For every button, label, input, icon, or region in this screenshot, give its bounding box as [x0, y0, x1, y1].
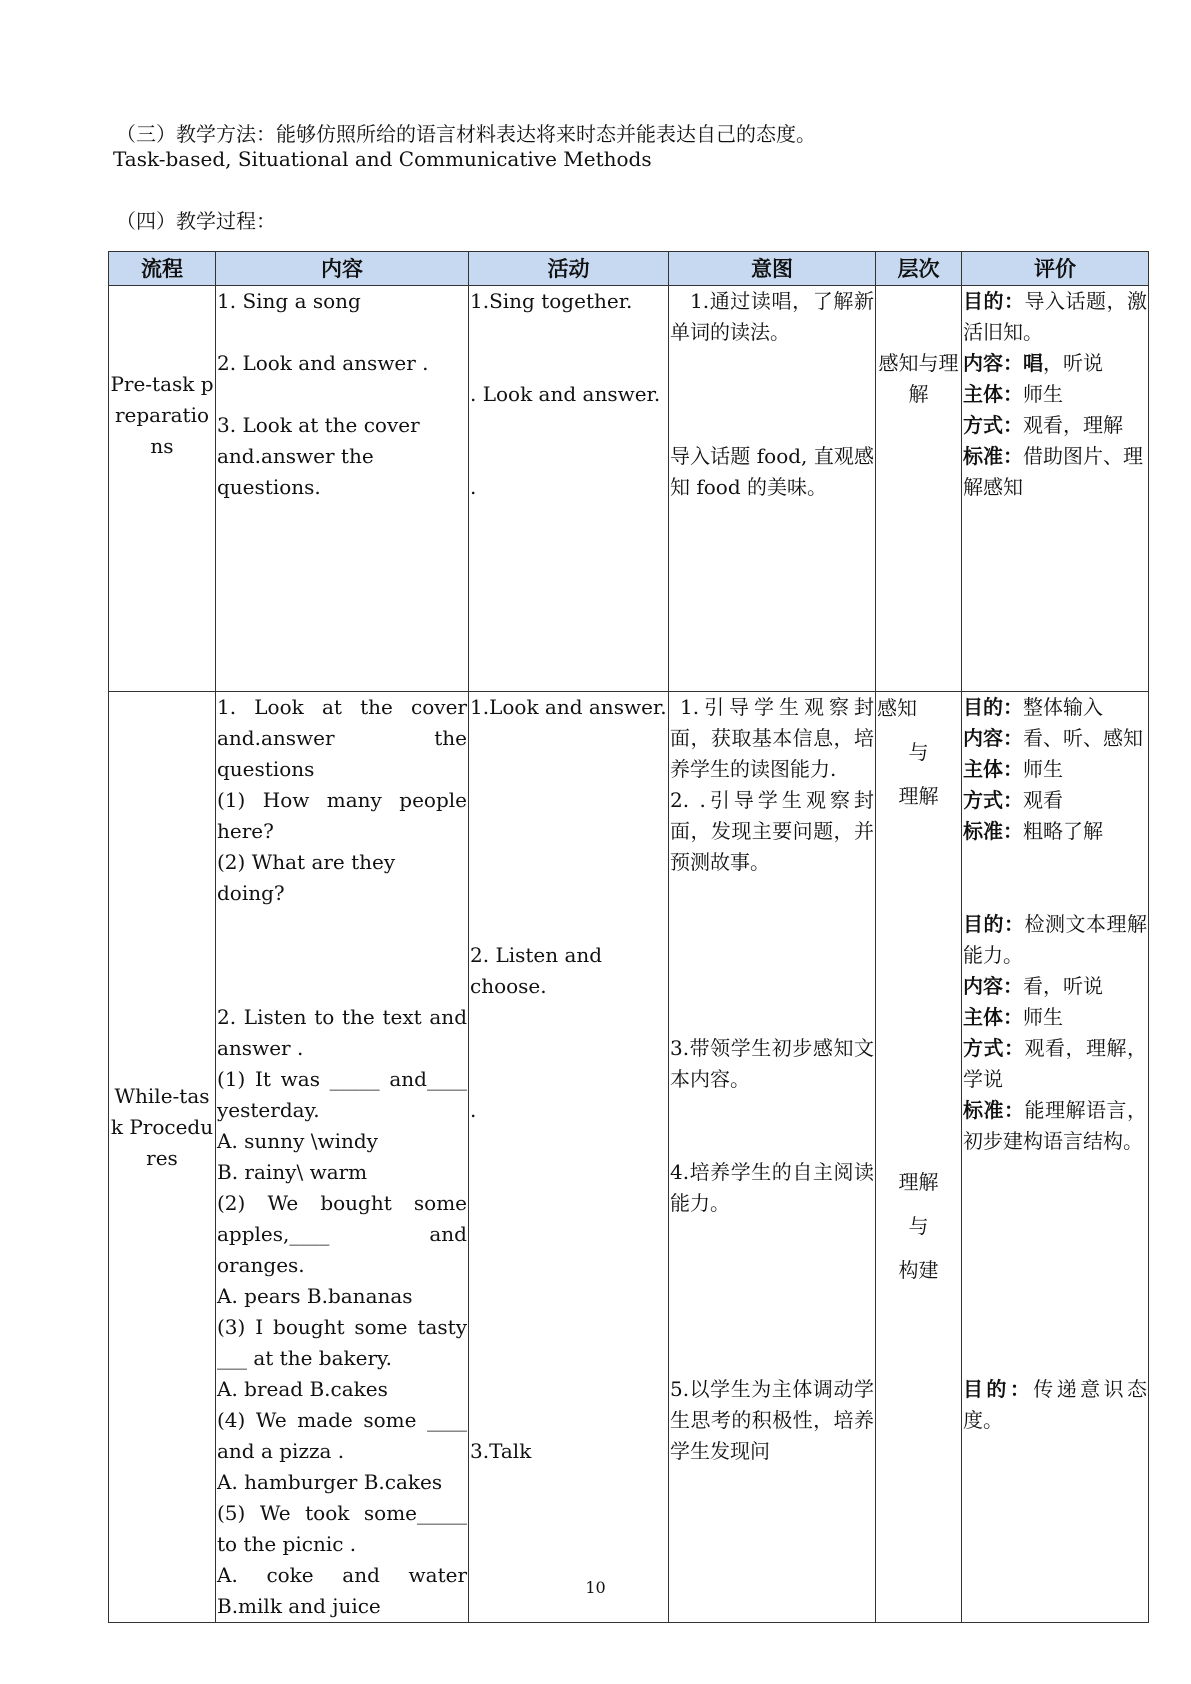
level-label: 与 — [908, 1214, 929, 1238]
table-row — [109, 692, 1149, 1623]
evaluation-item: 主体：师生 — [963, 382, 1063, 406]
intent-item: 1.引导学生观察封面，获取基本信息，培养学生的读图能力. — [670, 695, 874, 781]
level-label: 感知 — [877, 696, 917, 720]
level-cell — [876, 286, 962, 692]
evaluation-item: 目的：传递意识态度。 — [963, 1377, 1148, 1432]
evaluation-item: 目的：整体输入 — [963, 695, 1103, 719]
teaching-process-table — [108, 251, 1149, 1623]
level-label: 感知与理解 — [878, 351, 959, 406]
intent-item: 3.带领学生初步感知文本内容。 — [670, 1036, 874, 1091]
content-item: (1) It was _____ and____ yesterday. — [217, 1067, 467, 1122]
evaluation-item: 内容：看、听、感知 — [963, 726, 1143, 750]
content-item: (1) How many people here? — [217, 788, 467, 843]
content-item: 1. Look at the cover and.answer the questions — [217, 695, 467, 781]
activity-item: 3.Talk — [470, 1439, 532, 1463]
content-cell — [216, 286, 469, 692]
content-item: A. hamburger B.cakes — [217, 1470, 443, 1494]
level-label: 与 — [908, 740, 929, 764]
content-item: A. coke and water B.milk and juice — [217, 1563, 467, 1618]
header-evaluation: 评价 — [962, 252, 1149, 286]
level-label: 理解 — [898, 784, 939, 808]
evaluation-item: 主体：师生 — [963, 1005, 1063, 1029]
evaluation-item: 方式：观看，理解，学说 — [963, 1036, 1147, 1091]
level-label: 理解 — [898, 1170, 939, 1194]
activity-item: 1.Sing together. — [470, 289, 633, 313]
section-heading-methods: （三）教学方法：能够仿照所给的语言材料表达将来时态并能表达自己的态度。 — [116, 122, 816, 146]
content-item: (2) What are they doing? — [217, 850, 396, 905]
content-item: (5) We took some_____ to the picnic . — [217, 1501, 467, 1556]
flow-cell — [109, 692, 216, 1623]
evaluation-cell — [962, 692, 1149, 1623]
activity-cell — [469, 692, 669, 1623]
content-item: (3) I bought some tasty ___ at the bakery. — [217, 1315, 467, 1370]
table-header-row — [109, 252, 1149, 286]
evaluation-item: 方式：观看 — [963, 788, 1063, 812]
content-item: (4) We made some ____ and a pizza . — [217, 1408, 467, 1463]
evaluation-item: 标准：粗略了解 — [963, 819, 1103, 843]
header-flow: 流程 — [109, 252, 216, 286]
activity-item: . Look and answer. — [470, 382, 661, 406]
flow-label: Pre-task preparations — [110, 371, 214, 458]
intent-item: 4.培养学生的自主阅读能力。 — [670, 1160, 874, 1215]
flow-label: While-task Procedures — [110, 1083, 214, 1170]
flow-cell — [109, 286, 216, 692]
level-cell — [876, 692, 962, 1623]
intent-item: 导入话题 food, 直观感知 food 的美味。 — [670, 444, 874, 499]
intent-item: 2. .引导学生观察封面，发现主要问题，并预测故事。 — [670, 788, 874, 874]
evaluation-item: 目的：检测文本理解能力。 — [963, 912, 1147, 967]
intent-cell — [669, 286, 876, 692]
header-activity: 活动 — [469, 252, 669, 286]
evaluation-item: 标准：借助图片、理解感知 — [963, 444, 1143, 499]
evaluation-item: 目的：导入话题，激活旧知。 — [963, 289, 1147, 344]
activity-item: 1.Look and answer. — [470, 695, 667, 719]
intent-item: 1.通过读唱，了解新单词的读法。 — [670, 289, 874, 344]
header-content: 内容 — [216, 252, 469, 286]
content-item: 2. Listen to the text and answer . — [217, 1005, 467, 1060]
content-item: 3. Look at the cover and.answer the questions. — [217, 413, 420, 499]
evaluation-cell — [962, 286, 1149, 692]
content-item: 2. Look and answer . — [217, 351, 429, 375]
evaluation-item: 标准：能理解语言，初步建构语言结构。 — [963, 1098, 1147, 1153]
evaluation-item: 方式：观看，理解 — [963, 413, 1123, 437]
header-intent: 意图 — [669, 252, 876, 286]
header-level: 层次 — [876, 252, 962, 286]
evaluation-item: 主体：师生 — [963, 757, 1063, 781]
activity-item: . — [470, 1098, 477, 1122]
content-item: B. rainy\ warm — [217, 1160, 368, 1184]
intent-cell — [669, 692, 876, 1623]
content-item: (2) We bought some apples,____ and oranges. — [217, 1191, 467, 1277]
activity-cell — [469, 286, 669, 692]
evaluation-item: 内容：看，听说 — [963, 974, 1103, 998]
activity-item: . — [470, 475, 477, 499]
evaluation-item: 内容：唱，听说 — [963, 351, 1103, 375]
content-item: A. bread B.cakes — [217, 1377, 388, 1401]
section-heading-process: （四）教学过程： — [116, 209, 276, 233]
page-number: 10 — [585, 1578, 606, 1597]
intent-item: 5.以学生为主体调动学生思考的积极性，培养学生发现问 — [670, 1377, 874, 1463]
activity-item: 2. Listen and choose. — [470, 943, 603, 998]
content-item: A. pears B.bananas — [217, 1284, 413, 1308]
methods-text: Task-based, Situational and Communicative Methods — [113, 147, 652, 171]
content-item: 1. Sing a song — [217, 289, 361, 313]
table-row — [109, 286, 1149, 692]
content-cell — [216, 692, 469, 1623]
content-item: A. sunny \windy — [217, 1129, 378, 1153]
level-label: 构建 — [898, 1258, 939, 1282]
